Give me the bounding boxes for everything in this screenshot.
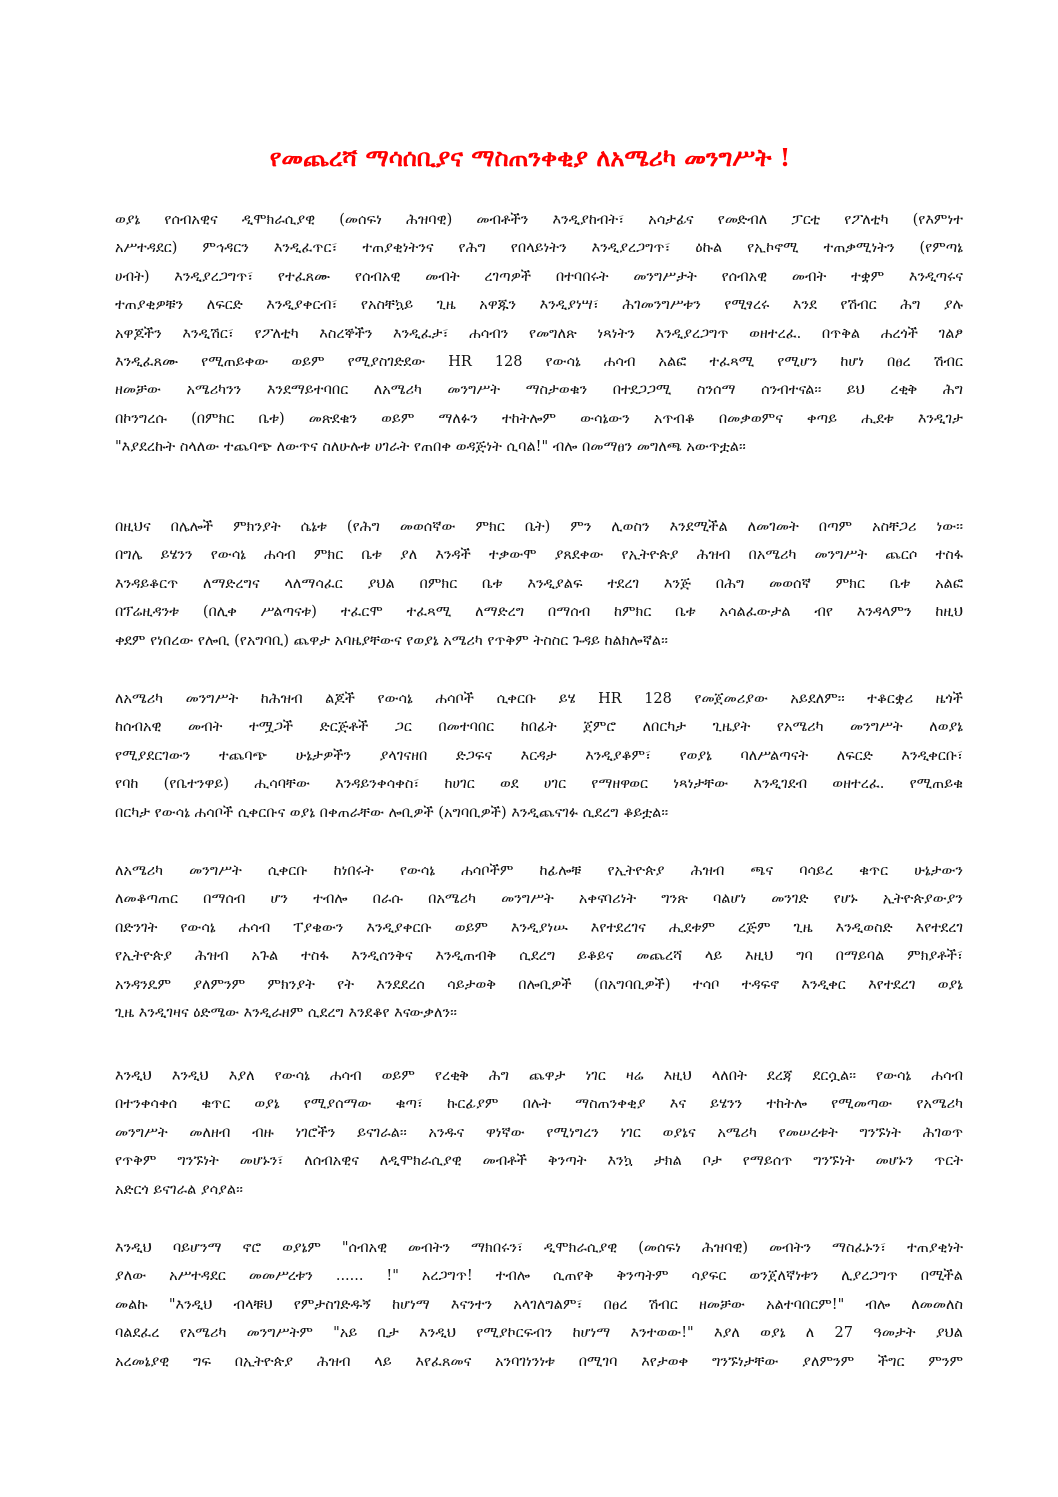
text-line: የሚያደርገውን ተጨባጭ ሁኔታዎችን ያላገናዘበ ድጋፍና እርዳታ እንዲያቆም፣ የወያኔ ባለሥልጣናት ለፍርድ እንዲቀርቡ፣ bbox=[115, 747, 963, 764]
text-line: ለአሜሪካ መንግሥት ሲቀርቡ ከነበሩት የውሳኔ ሐሳቦችም ከፊሎቹ የኢትዮጵያ ሕዝብ ጫና ባሳይረ ቁጥር ሁኔታውን bbox=[115, 863, 963, 879]
text-line: ሀብት) እንዲያረጋግጥ፣ የተፈጸሙ የሰብአዊ መብት ረገጣዎች በተባበሩት መንግሥታት የሰብአዊ መብት ተቋም እንዲጣሩና bbox=[115, 268, 963, 285]
paragraph-5 bbox=[115, 1062, 963, 1204]
text-line: አሥተዳደር) ምኅዳርን እንዲፈጥር፣ ተጠያቂነትንና የሕግ የበላይነትን እንዲያረጋግጥ፣ ዕኩል የኢኮኖሚ ተጠቃሚነትን (የምጣኔ bbox=[115, 240, 963, 257]
text-line: እንዳይቆርጥ ለማድረግና ላለማሳፈር ያህል በምክር ቤቱ እንዲያልፍ ተደረገ እንጅ በሕግ መወሰኛ ምክር ቤቱ አልፎ bbox=[115, 575, 963, 592]
text-line: መንግሥት መለዘብ ብዙ ነገሮችን ይናገራል፡፡ አንዱና ዋነኛው የሚነግረን ነገር ወያኔና አሜሪካ የመሠረቱት ግንኙነት ሕገወጥ bbox=[115, 1124, 963, 1141]
text-line: በተንቀሳቀሰ ቁጥር ወያኔ የሚያሰማው ቁጣ፣ ኩርፊያም በሉት ማስጠንቀቂያ እና ይሄንን ተከትሎ የሚመጣው የአሜሪካ bbox=[115, 1096, 963, 1113]
paragraph-4 bbox=[115, 857, 963, 1027]
text-line: በርካታ የውሳኔ ሐሳቦች ሲቀርቡና ወያኔ በቀጠራቸው ሎቢዎች (አግባቢዎች) እንዲጨናገፉ ሲደረግ ቆይቷል፡፡ bbox=[115, 804, 669, 821]
text-line: "እያደረኩት ስላለው ተጨባጭ ለውጥና ስለሁሉቱ ሀገራት የጠበቀ ወዳጅነት ሲባል!" ብሎ በመማፀን መግለጫ አውጥቷል፡፡ bbox=[115, 439, 746, 456]
paragraph-6 bbox=[115, 1234, 963, 1376]
text-line: በግሌ ይሄንን የውሳኔ ሐሳብ ምክር ቤቱ ያለ እንዳች ተቃውሞ ያጸደቀው የኢትዮጵያ ሕዝብ በአሜሪካ መንግሥት ጨርሶ ተስፋ bbox=[115, 547, 963, 564]
text-line: ጊዜ እንዲገዛና ዕድሜው እንዲራዘም ሲደረግ እንደቆየ እናውቃለን፡፡ bbox=[115, 1005, 457, 1022]
text-line: በዚህና በሌሎች ምክንያት ሴኔቱ (የሕግ መወሰኛው ምክር ቤት) ምን ሊወስን እንደሚችል ለመገመት በጣም አስቸጋሪ ነው፡፡ bbox=[115, 519, 963, 535]
text-line: ከሰብአዊ መብት ተሟጋች ድርጅቶች ጋር በመተባበር ከበፊት ጀምሮ ለበርካታ ጊዜያት የአሜሪካ መንግሥት ለወያኔ bbox=[115, 719, 963, 736]
text-line: ቀደም የነበረው የሎቢ (የአግባቢ) ጨዋታ አባዜያቸውና የወያኔ አሜሪካ የጥቅም ትስስር ጉዳይ ከልክሎኛል፡፡ bbox=[115, 632, 668, 649]
text-line: ለአሜሪካ መንግሥት ከሕዝብ ልጆች የውሳኔ ሐሳቦች ሲቀርቡ ይሄ HR 128 የመጀመሪያው አይደለም፡፡ ተቆርቋሪ ዜጎች bbox=[115, 691, 963, 707]
text-line: እንዲህ ባይሆንማ ኖሮ ወያኔም "ሰብአዊ መብትን ማክበሩን፣ ዲሞክራሲያዊ (መሰፍነ ሕዝባዊ) መብትን ማስፈኑን፣ ተጠያቂነት bbox=[115, 1240, 963, 1256]
text-line: ወያኔ የሰብአዊና ዲሞክራሲያዊ (መሰፍነ ሕዝባዊ) መብቶችን እንዲያከብት፣ አሳታፊና የመድብለ ፓርቲ የፖለቲካ (የእምነተ bbox=[115, 212, 963, 228]
text-line: የባከ (የቤተንዋይ) ሒሳባቸው እንዳይንቀሳቀስ፣ ከሀገር ወደ ሀገር የማዘዋወር ነጻነታቸው እንዲገደብ ወዘተረፈ. የሚጠይቁ bbox=[115, 776, 963, 793]
text-line: እንዲህ እንዲህ እያለ የውሳኔ ሐሳብ ወይም የረቂቅ ሕግ ጨዋታ ነገር ዛሬ እዚህ ላለበት ደረጃ ደርሷል፡፡ የውሳኔ ሐሳብ bbox=[115, 1068, 963, 1084]
text-line: ዘመቻው አሜሪካንን እንደማይተባበር ለአሜሪካ መንግሥት ማስታወቁን በተደጋጋሚ ስንሰማ ሰንብተናል፡፡ ይህ ረቂቅ ሕግ bbox=[115, 382, 963, 399]
text-line: መልኩ "እንዲህ ብላቹህ የምታስገድዱኝ ከሆነማ እናንተን አላገለግልም፣ በፀረ ሽብር ዘመቻው አልተባበርም!" ብሎ ለመመለስ bbox=[115, 1296, 963, 1313]
text-line: በኮንግረሱ (በምክር ቤቱ) መጽደቁን ወይም ማለፉን ተከትሎም ውሳኔውን አጥብቆ በመቃወምና ቀጣይ ሒደቱ እንዲገታ bbox=[115, 410, 963, 427]
text-line: አዋጆችን እንዲሽር፣ የፖለቲካ እስረኞችን እንዲፈታ፣ ሐሳብን የመግለጽ ነጻነትን እንዲያረጋግጥ ወዘተረፈ. በጥቅል ሐረጎች ገልፆ bbox=[115, 325, 963, 342]
text-line: አረመኔያዊ ግፍ በኢትዮጵያ ሕዝብ ላይ እየፈጸመና አንባገነንነቱ በሚገባ እየታወቀ ግንኙነታቸው ያለምንም ችግር ምንም bbox=[115, 1353, 963, 1370]
text-line: በፕሬዚዳንቱ (በሊቀ ሥልጣናቱ) ተፈርሞ ተፈጻሚ ለማድረግ በማሰብ ከምክር ቤቱ አሳልፈውታል ብየ እንዳላምን ከዚህ bbox=[115, 604, 963, 621]
text-line: ተጠያቂዎቹን ለፍርድ እንዲያቀርብ፣ የአስቸኳይ ጊዜ አዋጁን እንዲያነሣ፣ ሕገመንግሥቱን የሚፃረሩ እንደ የሽብር ሕግ ያሉ bbox=[115, 297, 963, 314]
text-line: ያለው አሥተዳደር መመሥረቱን ...... !" አረጋግጥ! ተብሎ ሲጠየቅ ቅንጣትም ሳያፍር ወንጀለኛነቱን ሊያረጋግጥ በሚችል bbox=[115, 1268, 963, 1285]
text-line: ለመቆጣጠር በማሰብ ሆን ተብሎ በራሱ በአሜሪካ መንግሥት አቀናባሪነት ግንጽ ባልሆነ መንገድ የሆኑ ኢትዮጵያውያን bbox=[115, 891, 963, 908]
text-line: አድርጎ ይናገራል ያሳያል፡፡ bbox=[115, 1181, 243, 1198]
paragraph-1 bbox=[115, 206, 963, 462]
text-line: የኢትዮጵያ ሕዝብ አጉል ተስፋ እንዲሰንቅና እንዲጠብቅ ሲደረግ ይቆይና መጨረሻ ላይ እዚህ ግባ በማይባል ምክያቶች፣ bbox=[115, 948, 963, 965]
paragraph-2 bbox=[115, 513, 963, 655]
document-title: የመጨረሻ ማሳሰቢያና ማስጠንቀቂያ ለአሜሪካ መንግሥት ! bbox=[269, 143, 791, 172]
text-line: አንዳንዴም ያለምንም ምክንያት የት እንደደረሰ ሳይታወቅ በሎቢዎች (በአግባቢዎች) ተሳቦ ተዳፍኖ እንዲቀር እየተደረገ ወያኔ bbox=[115, 976, 963, 993]
text-line: በድንገት የውሳኔ ሐሳብ ፐያቄውን እንዲያቀርቡ ወይም እንዲያነሡ እየተደረገና ሒደቱም ረጅም ጊዜ እንዲወስድ እየተደረገ bbox=[115, 919, 963, 936]
text-line: የጥቅም ግንኙነት መሆኑን፣ ለሰብአዊና ለዲሞክራሲያዊ መብቶች ቅንጣት እንኳ ታክል ቦታ የማይሰጥ ግንኙነት መሆኑን ጥርት bbox=[115, 1153, 963, 1170]
text-line: እንዲፈጸሙ የሚጠይቀው ወይም የሚያስገድደው HR 128 የውሳኔ ሐሳብ አልፎ ተፈጻሚ የሚሆን ከሆነ በፀረ ሽብር bbox=[115, 354, 963, 371]
paragraph-3 bbox=[115, 685, 963, 827]
text-line: ባልደፈረ የአሜሪካ መንግሥትም "አይ ቢታ እንዲህ የሚያኮርፍብን ከሆነማ እንተወው!" እያለ ወያኔ ለ 27 ዓመታት ያህል bbox=[115, 1325, 963, 1342]
